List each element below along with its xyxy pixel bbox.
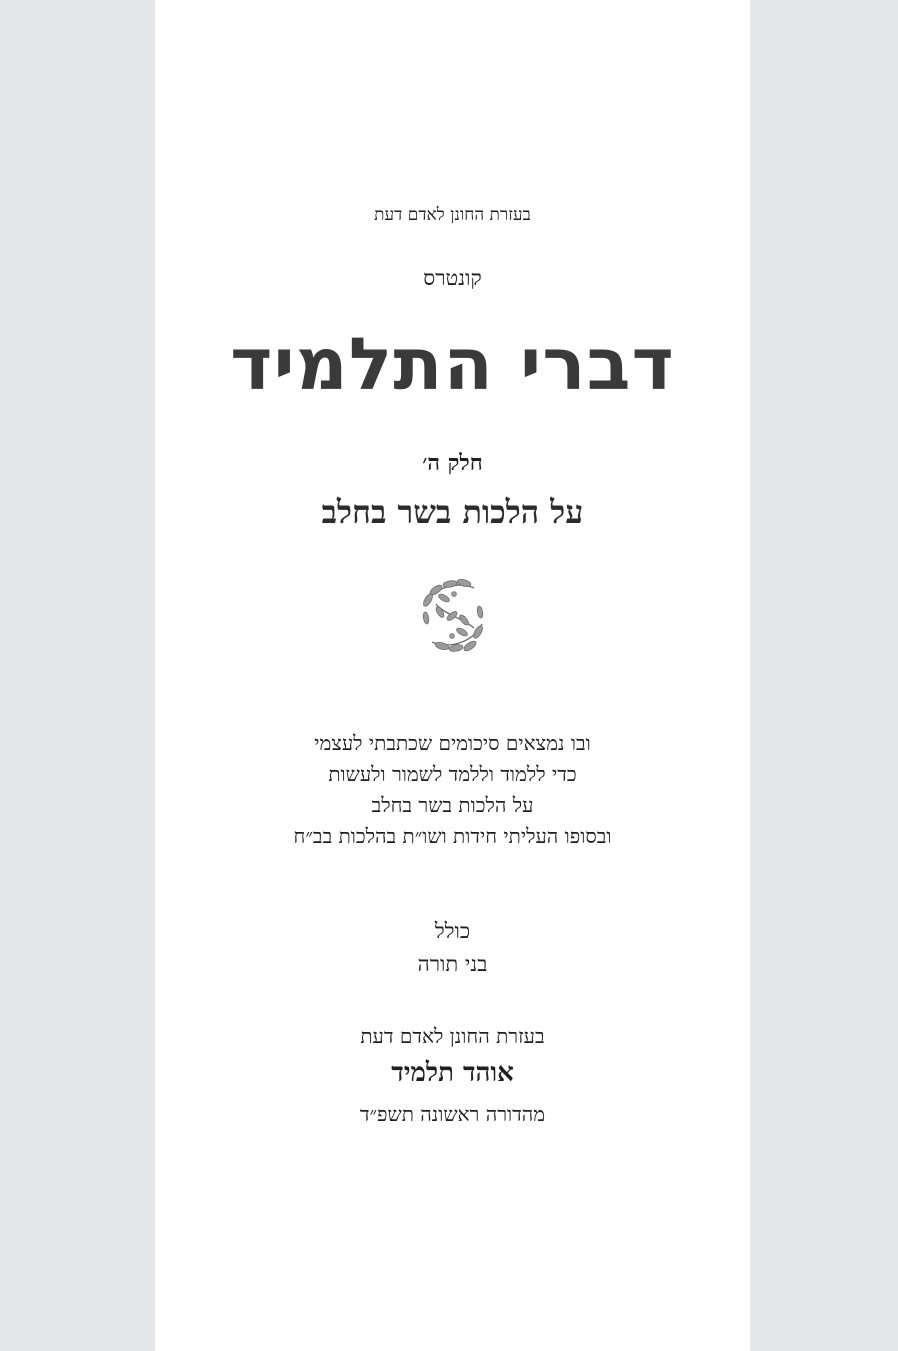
edition-note: מהדורה ראשונה תשפ״ד bbox=[359, 1102, 546, 1126]
description-line-4: ובסופו העליתי חידות ושו״ת בהלכות בב״ח bbox=[293, 824, 612, 848]
title-page bbox=[155, 0, 750, 1351]
part-number: חלק ה׳ bbox=[422, 450, 483, 476]
author-name: אוהד תלמיד bbox=[391, 1058, 514, 1088]
description-line-2: כדי ללמוד וללמד לשמור ולעשות bbox=[328, 762, 577, 786]
kollel-label: כולל bbox=[434, 919, 471, 943]
header-label: קונטרס bbox=[423, 266, 482, 290]
kollel-name: בני תורה bbox=[417, 952, 488, 976]
header-invocation: בעזרת החונן לאדם דעת bbox=[374, 205, 531, 225]
description-line-3: על הלכות בשר בחלב bbox=[371, 793, 534, 817]
page-title: דברי התלמיד bbox=[230, 322, 675, 406]
footer-invocation: בעזרת החונן לאדם דעת bbox=[360, 1024, 545, 1048]
topic-title: על הלכות בשר בחלב bbox=[321, 493, 584, 531]
laurel-wreath-icon bbox=[414, 576, 492, 654]
description-line-1: ובו נמצאים סיכומים שכתבתי לעצמי bbox=[314, 731, 591, 755]
